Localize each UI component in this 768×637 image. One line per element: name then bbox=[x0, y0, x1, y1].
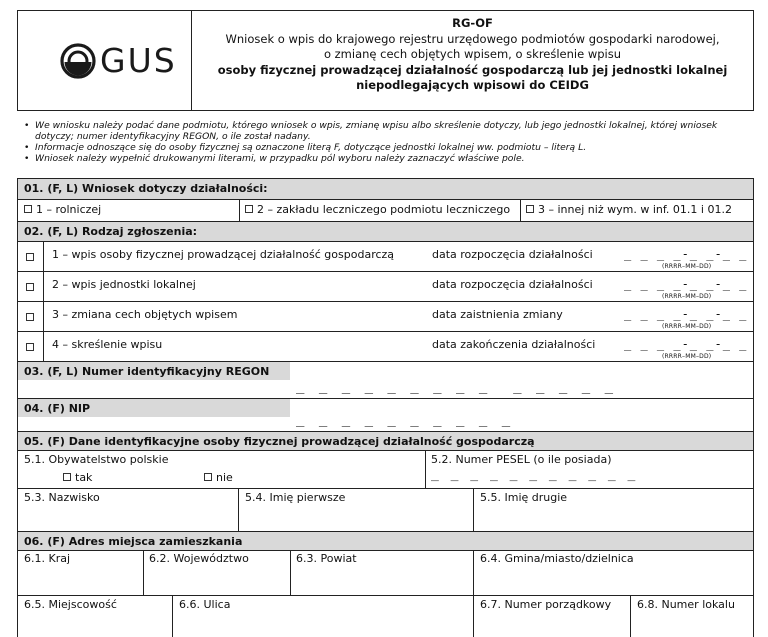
voivodeship-label: 6.2. Województwo bbox=[149, 552, 249, 565]
surname-label: 5.3. Nazwisko bbox=[24, 491, 100, 504]
county-label: 6.3. Powiat bbox=[296, 552, 357, 565]
first-name-label: 5.4. Imię pierwsze bbox=[245, 491, 346, 504]
date-format-hint: (RRRR–MM–DD) bbox=[662, 263, 712, 270]
section-06-header: 06. (F) Adres miejsca zamieszkania bbox=[18, 532, 753, 550]
report-type-2-date-label: data rozpoczęcia działalności bbox=[432, 278, 593, 291]
note-item: • Informacje odnoszące się do osoby fizycznej są oznaczone literą F, dotyczące jednostki lokalnej ww. podmiotu – literą L. bbox=[22, 142, 752, 153]
header-title-block bbox=[192, 11, 753, 110]
date-field[interactable]: _ _ _ _-_ _-_ _ bbox=[624, 247, 748, 261]
section-02-header: 02. (F, L) Rodzaj zgłoszenia: bbox=[18, 222, 753, 241]
house-number-label: 6.7. Numer porządkowy bbox=[480, 598, 612, 611]
report-type-3-date-label: data zaistnienia zmiany bbox=[432, 308, 563, 321]
logo-text: GUS bbox=[100, 41, 177, 80]
date-field[interactable]: _ _ _ _-_ _-_ _ bbox=[624, 337, 748, 351]
report-type-2-checkbox[interactable] bbox=[26, 281, 38, 294]
logo-panel bbox=[18, 11, 192, 110]
note-item: • We wniosku należy podać dane podmiotu, którego wniosek o wpis, zmianę wpisu albo skreślenie dotyczy, lub jego jednostki lokalnej, której wniosek dotyczy; numer identyfikacyjny REGON, o ile został nadany. bbox=[22, 120, 752, 142]
option-zaklad-leczniczy[interactable]: 2 – zakładu leczniczego podmiotu leczniczego bbox=[245, 203, 510, 216]
checkbox[interactable] bbox=[245, 205, 253, 213]
citizenship-yes[interactable]: tak bbox=[63, 471, 92, 484]
country-label: 6.1. Kraj bbox=[24, 552, 71, 565]
report-type-1-checkbox[interactable] bbox=[26, 251, 38, 264]
checkbox[interactable] bbox=[24, 205, 32, 213]
instructions bbox=[22, 120, 752, 164]
date-field[interactable]: _ _ _ _-_ _-_ _ bbox=[624, 307, 748, 321]
second-name-label: 5.5. Imię drugie bbox=[480, 491, 568, 504]
report-type-4-checkbox[interactable] bbox=[26, 341, 38, 354]
nip-input[interactable]: _ _ _ _ _ _ _ _ _ _ bbox=[296, 411, 514, 427]
report-type-1-date-label: data rozpoczęcia działalności bbox=[432, 248, 593, 261]
section-05-header: 05. (F) Dane identyfikacyjne osoby fizycznej prowadzącej działalność gospodarczą bbox=[18, 432, 753, 450]
section-04-header: 04. (F) NIP bbox=[18, 399, 290, 417]
date-format-hint: (RRRR–MM–DD) bbox=[662, 353, 712, 360]
header-line-2: o zmianę cech objętych wpisem, o skreślenie wpisu bbox=[323, 47, 622, 61]
street-label: 6.6. Ulica bbox=[179, 598, 231, 611]
date-format-hint: (RRRR–MM–DD) bbox=[662, 323, 712, 330]
report-type-4-date-label: data zakończenia działalności bbox=[432, 338, 596, 351]
citizenship-no[interactable]: nie bbox=[204, 471, 233, 484]
header-line-4: niepodlegających wpisowi do CEIDG bbox=[356, 78, 589, 92]
regon-input[interactable]: _ _ _ _ _ _ _ _ _ _ _ _ _ _ bbox=[296, 378, 617, 394]
option-rolnicza[interactable]: 1 – rolniczej bbox=[24, 203, 101, 216]
report-type-1-label: 1 – wpis osoby fizycznej prowadzącej działalność gospodarczą bbox=[52, 248, 395, 261]
option-inna[interactable]: 3 – innej niż wym. w inf. 01.1 i 01.2 bbox=[526, 203, 732, 216]
citizenship-label: 5.1. Obywatelstwo polskie bbox=[24, 453, 169, 466]
note-item: • Wniosek należy wypełnić drukowanymi literami, w przypadku pól wyboru należy zaznaczyć właściwe pole. bbox=[22, 153, 752, 164]
section-01-header: 01. (F, L) Wniosek dotyczy działalności: bbox=[18, 179, 753, 199]
report-type-2-label: 2 – wpis jednostki lokalnej bbox=[52, 278, 196, 291]
header-line-1: Wniosek o wpis do krajowego rejestru urzędowego podmiotów gospodarki narodowej, bbox=[225, 31, 720, 46]
form-code: RG-OF bbox=[452, 16, 493, 30]
pesel-label: 5.2. Numer PESEL (o ile posiada) bbox=[431, 453, 612, 466]
pesel-input[interactable]: _ _ _ _ _ _ _ _ _ _ _ bbox=[431, 467, 638, 482]
date-field[interactable]: _ _ _ _-_ _-_ _ bbox=[624, 277, 748, 291]
report-type-3-label: 3 – zmiana cech objętych wpisem bbox=[52, 308, 238, 321]
date-format-hint: (RRRR–MM–DD) bbox=[662, 293, 712, 300]
report-type-3-checkbox[interactable] bbox=[26, 311, 38, 324]
report-type-4-label: 4 – skreślenie wpisu bbox=[52, 338, 163, 351]
section-03-header: 03. (F, L) Numer identyfikacyjny REGON bbox=[18, 362, 290, 380]
form-header bbox=[17, 10, 754, 111]
commune-label: 6.4. Gmina/miasto/dzielnica bbox=[480, 552, 634, 565]
locality-label: 6.5. Miejscowość bbox=[24, 598, 117, 611]
checkbox[interactable] bbox=[526, 205, 534, 213]
gus-logo-icon bbox=[60, 43, 96, 79]
unit-number-label: 6.8. Numer lokalu bbox=[637, 598, 735, 611]
header-line-3: osoby fizycznej prowadzącej działalność gospodarczą lub jej jednostki lokalnej bbox=[217, 62, 728, 77]
